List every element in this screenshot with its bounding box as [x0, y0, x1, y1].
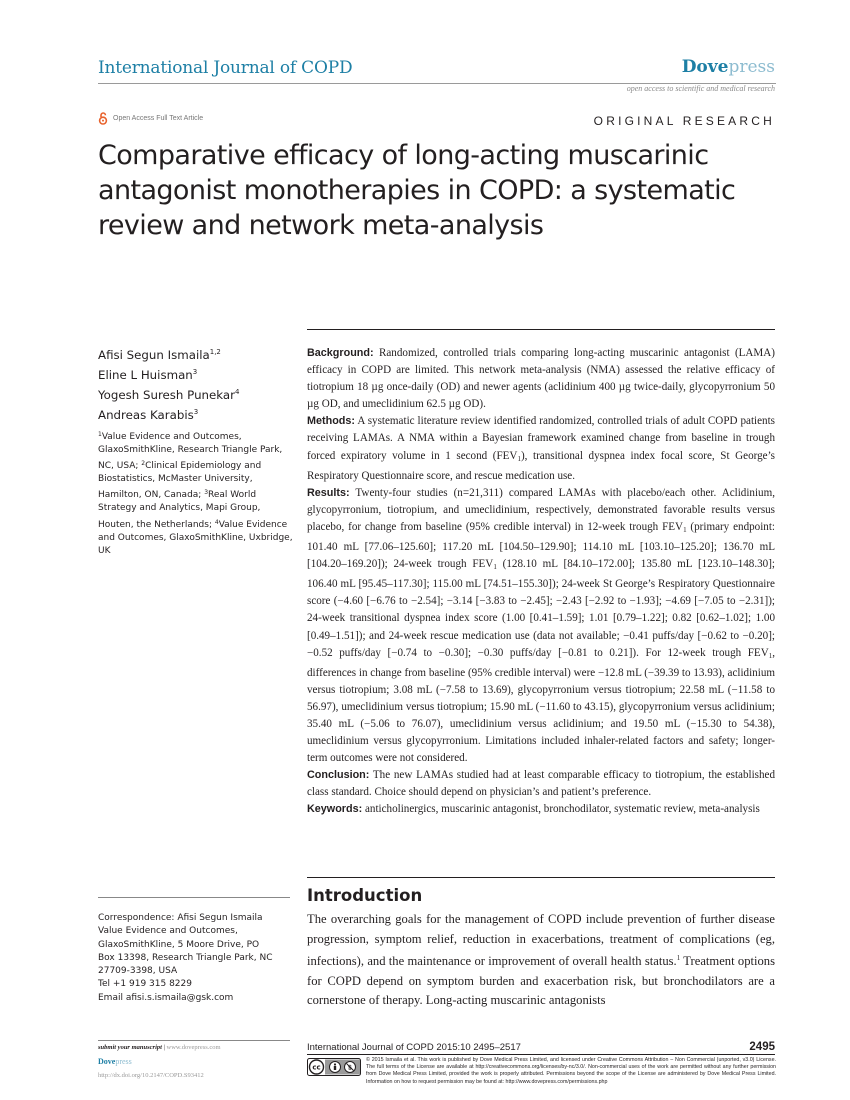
open-access-badge — [98, 112, 203, 125]
footer-publisher-logo[interactable]: Dovepress — [98, 1057, 132, 1066]
correspondence-block: Correspondence: Afisi Segun Ismaila Value Evidence and Outcomes, GlaxoSmithKline, 5 Moore Drive, PO Box 13398, Research Triangle Park, NC 27709-3398, USA Tel +1 919 315 8229 Email afisi.s.ismaila@gsk.com — [98, 912, 290, 1005]
abstract-methods: Methods: A systematic literature review identified randomized, controlled trials of adult COPD patients receiving LAMAs. A NMA within a Bayesian framework examined change from baseline in trough forced expiratory volume in 1 second $(FEV_1)$, transitional dyspnea index focal score, St George’s Respiratory Questionnaire score, and rescue medication use. — [307, 415, 775, 482]
svg-text:cc: cc — [312, 1063, 321, 1072]
footer-right-rule — [307, 1054, 775, 1055]
publisher-logo-press: press — [728, 57, 775, 77]
abstract-rule — [307, 329, 775, 330]
license-text: © 2015 Ismaila et al. This work is published by Dove Medical Press Limited, and licensed under Creative Commons Attribution – Non Commercial (unported, v3.0) License. The full terms of the License are available at http://creativecommons.org/licenses/by-nc/3.0/. Non-commercial uses of the work are permitted without any further permission from Dove Medical Press Limited, provided the work is properly attributed. Permissions beyond the scope of the License are administered by Dove Medical Press Limited. Information on how to request permission may be found at: http://www.dovepress.com/permissions.php — [366, 1057, 776, 1085]
submit-manuscript-link[interactable]: submit your manuscript | www.dovepress.com — [98, 1044, 221, 1051]
introduction-heading: Introduction — [307, 886, 423, 905]
publisher-logo[interactable] — [682, 57, 775, 77]
footer-left-rule — [98, 1040, 290, 1041]
introduction-text: The overarching goals for the management of COPD include prevention of further disease progression, symptom relief, reduction in exacerbations, treatment of complications (eg, infections), and the maintenance or improvement of overall health status.$^1$ Treatment options for COPD depend on symptom burden and exacerbation risk, but bronchodilators are a cornerstone of therapy. Long-acting muscarinic antagonists — [307, 912, 775, 1008]
publisher-logo-dove: Dove — [681, 57, 729, 77]
publisher-tagline: open access to scientific and medical research — [626, 84, 775, 93]
article-title-line-1: Comparative efficacy of long-acting muscarinic — [98, 140, 709, 171]
abstract-keywords: Keywords: anticholinergics, muscarinic antagonist, bronchodilator, systematic review, meta-analysis — [307, 803, 760, 816]
abstract-background: Background: Randomized, controlled trials comparing long-acting muscarinic antagonist (LAMA) efficacy in COPD are limited. This network meta-analysis (NMA) assessed the relative efficacy of tiotropium 18 µg once-daily (OD) and newer agents (aclidinium 400 µg twice-daily, glycopyrronium 50 µg OD, and umeclidinium 62.5 µg OD). — [307, 347, 775, 411]
affiliations: $^1$Value Evidence and Outcomes, GlaxoSmithKline, Research Triangle Park, NC, USA; $^2$Clinical Epidemiology and Biostatistics, McMaster University, Hamilton, ON, Canada; $^3$Real World Strategy and Analytics, Mapi Group, Houten, the Netherlands; $^4$Value Evidence and Outcomes, GlaxoSmithKline, Uxbridge, UK — [98, 431, 293, 556]
correspondence-rule — [98, 897, 290, 898]
abstract — [307, 345, 775, 819]
creative-commons-icon[interactable] — [307, 1058, 361, 1076]
abstract-results: Results: Twenty-four studies (n=21,311) compared LAMAs with placebo/each other. Aclidinium, glycopyrronium, tiotropium, and umeclidinium, respectively, demonstrated favorable results versus placebo, for change from baseline (95% credible interval) in 12-week trough $FEV_1$ (primary endpoint: 101.40 mL [77.06–125.60]; 117.20 mL [104.50–129.90]; 114.10 mL [103.10–125.20]; 136.70 mL [104.20–169.20]); 24-week trough $FEV_1$ (128.10 mL [84.10–172.00]; 135.80 mL [123.10–148.30]; 106.40 mL [95.45–117.30]; 115.00 mL [74.51–155.30]); 24-week St George’s Respiratory Questionnaire score (−4.60 [−6.76 to −2.54]; −3.14 [−3.83 to −2.45]; −2.43 [−2.92 to −1.93]; −4.69 [−7.05 to −2.31]); 24-week transitional dyspnea index score (1.00 [0.41–1.59]; 1.01 [0.79–1.22]; 0.82 [0.62–1.02]; 1.00 [0.49–1.51]); and 24-week rescue medication use (data not available; −0.41 puffs/day [−0.62 to −0.20]; −0.52 puffs/day [−0.74 to −0.30]; −0.30 puffs/day [−0.81 to 0.21]). For 12-week trough $FEV_1$, differences in change from baseline (95% credible interval) were −12.8 mL (−39.39 to 13.93), aclidinium versus tiotropium; 3.08 mL (−7.58 to 13.69), glycopyrronium versus tiotropium; 22.58 mL (−11.58 to 56.97), umeclidinium versus tiotropium; 15.90 mL (−11.60 to 43.15), glycopyrronium versus aclidinium; 35.40 mL (−5.06 to 76.07), umeclidinium versus aclidinium; and 19.50 mL (−15.30 to 54.38), umeclidinium versus glycopyrronium. Limitations included inhaler-related factors and safety; longer-term outcomes were not considered. — [307, 486, 775, 765]
open-access-lock-icon — [98, 112, 108, 125]
correspondence-email[interactable]: Email afisi.s.ismaila@gsk.com — [98, 992, 234, 1003]
doi-link[interactable]: http://dx.doi.org/10.2147/COPD.S93412 — [98, 1072, 204, 1079]
article-type: ORIGINAL RESEARCH — [593, 114, 775, 128]
article-title — [98, 138, 788, 243]
author: Eline L Huisman$^3$ — [98, 368, 198, 382]
citation-line: International Journal of COPD 2015:10 2495–2517 — [307, 1042, 521, 1053]
article-title-line-2: antagonist monotherapies in COPD: a systematic — [98, 175, 736, 206]
journal-name: International Journal of COPD — [98, 58, 353, 78]
author: Yogesh Suresh Punekar$^4$ — [98, 388, 240, 402]
abstract-conclusion: Conclusion: The new LAMAs studied had at least comparable efficacy to tiotropium, the established class standard. Choice should depend on physician’s and patient’s preference. — [307, 769, 775, 799]
reference-link[interactable]: 1 — [676, 954, 681, 963]
author: Afisi Segun Ismaila$^{1,2}$ — [98, 348, 221, 362]
page-number: 2495 — [749, 1041, 775, 1053]
author-list — [98, 344, 288, 424]
introduction-rule — [307, 877, 775, 878]
article-title-line-3: review and network meta-analysis — [98, 210, 544, 241]
author: Andreas Karabis$^3$ — [98, 408, 199, 422]
open-access-label: Open Access Full Text Article — [113, 115, 204, 122]
svg-text:$: $ — [347, 1064, 353, 1072]
